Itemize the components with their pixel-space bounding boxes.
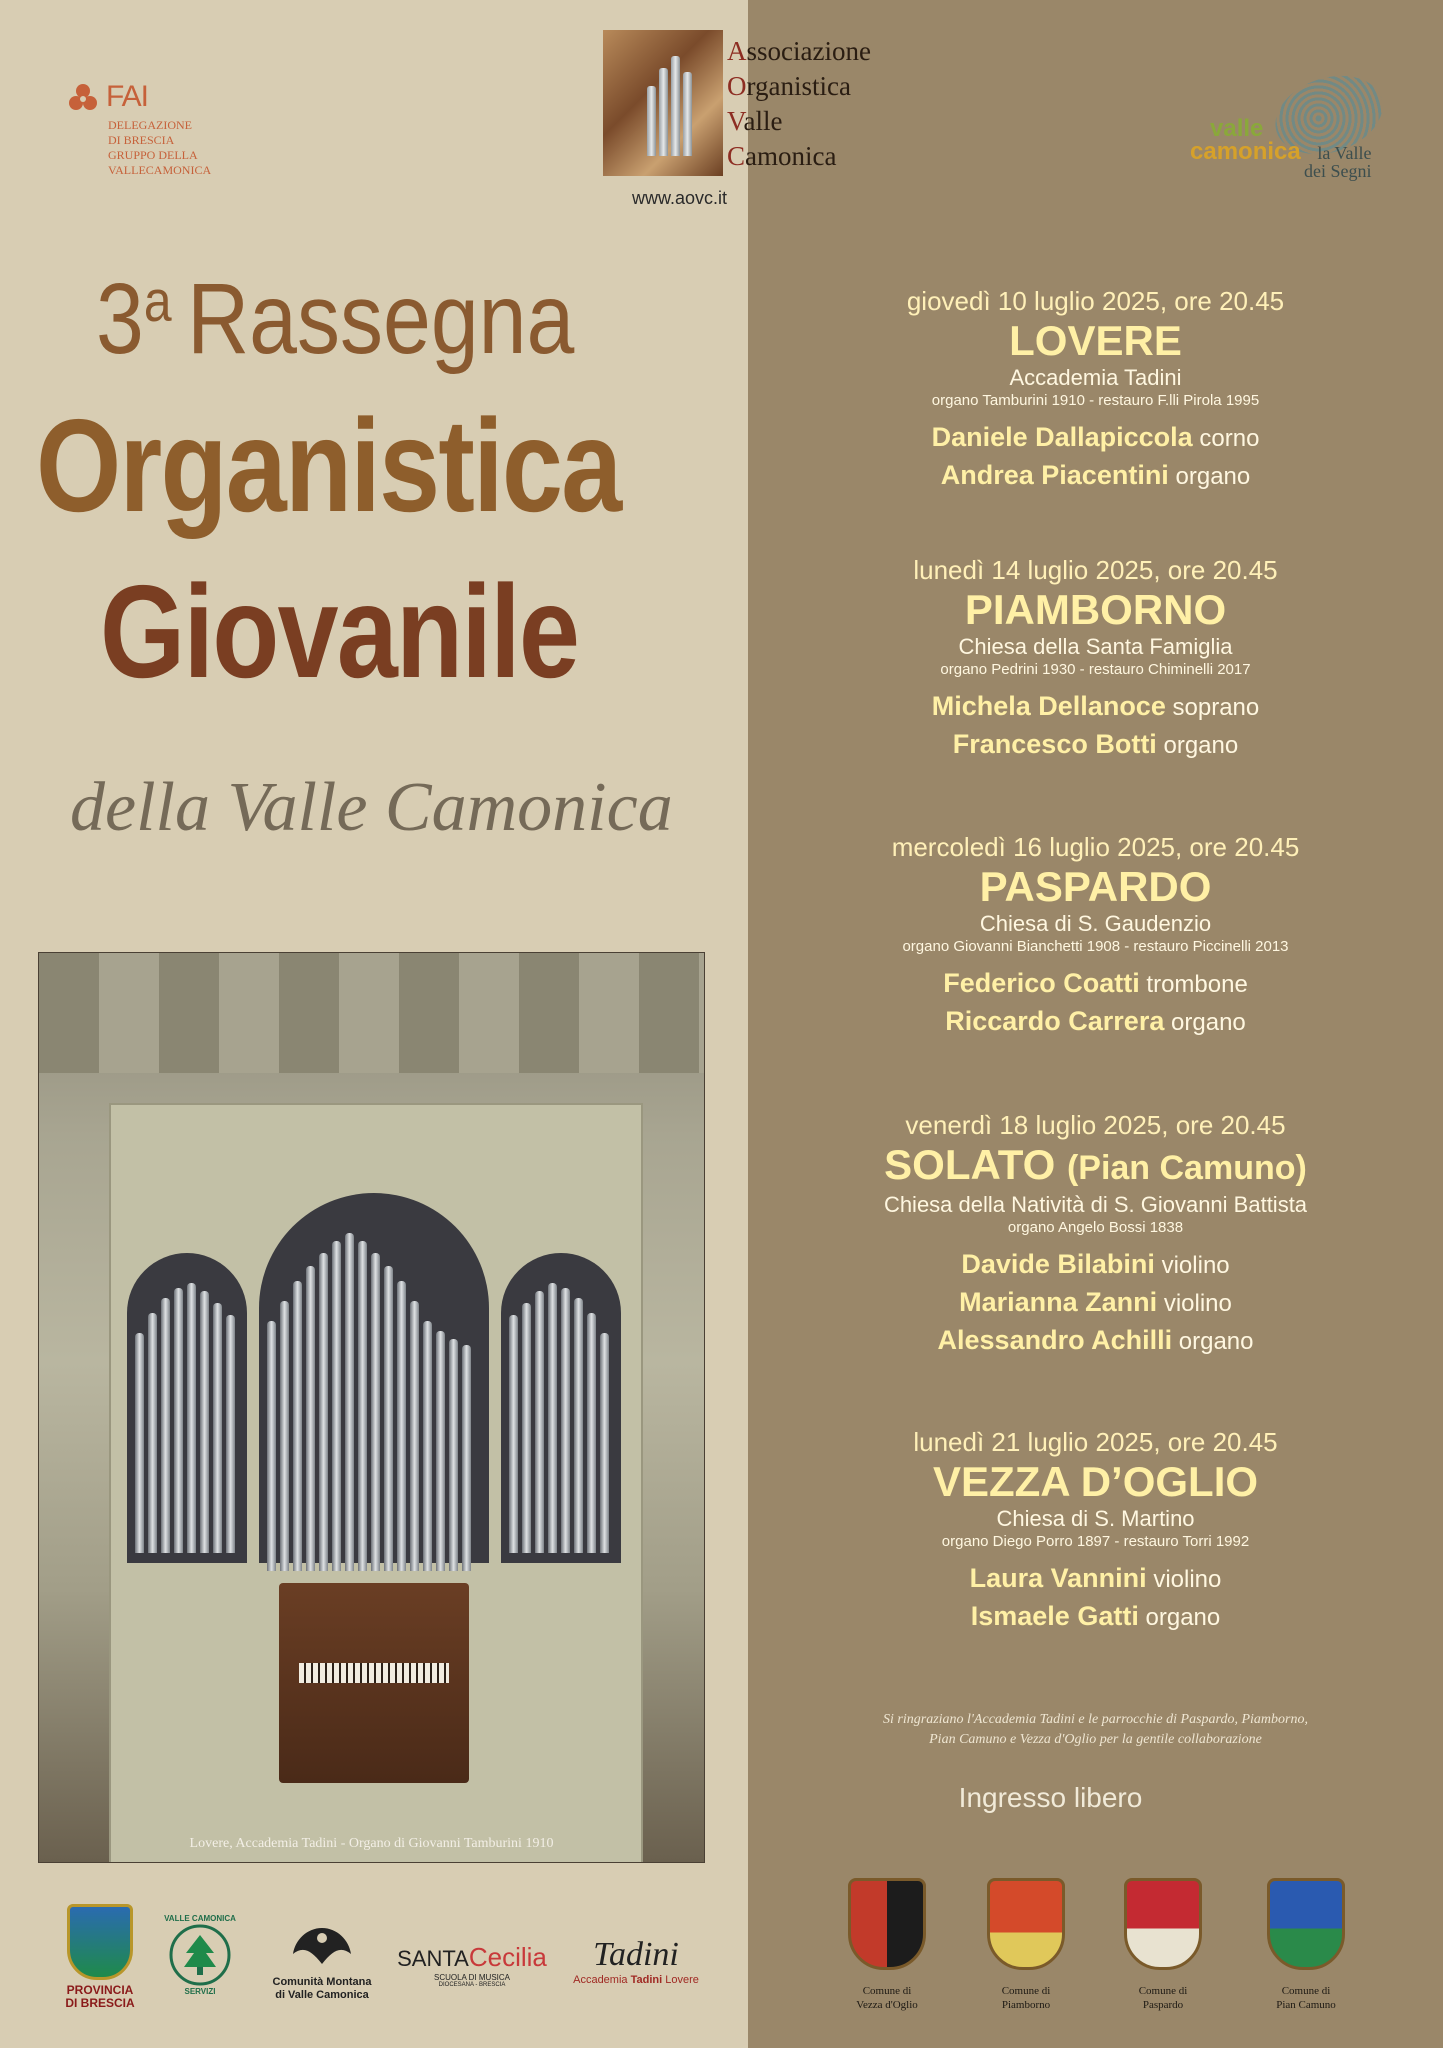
- edition-number: 3: [96, 263, 144, 375]
- thanks-line: Pian Camuno e Vezza d'Oglio per la gentile collaborazione: [929, 1732, 1262, 1747]
- event-venue: Chiesa della Santa Famiglia: [958, 634, 1233, 659]
- event-place: PASPARDO: [979, 863, 1212, 910]
- event-performers: [748, 688, 1443, 764]
- event-place: PIAMBORNO: [964, 586, 1227, 633]
- performer-role: trombone: [1146, 971, 1248, 998]
- event-date: venerdì 18 luglio 2025, ore 20.45: [905, 1110, 1286, 1140]
- aovc-cap: O: [727, 71, 747, 101]
- performer-role: organo: [1145, 1604, 1221, 1631]
- title-organistica: Organistica: [36, 392, 621, 539]
- event-3: [748, 832, 1443, 1041]
- title-giovanile: Giovanile: [100, 558, 579, 705]
- performer: [748, 1598, 1443, 1636]
- event-place: VEZZA D’OGLIO: [932, 1458, 1259, 1505]
- comune-label-line: Paspardo: [1142, 1999, 1184, 2011]
- performer: [748, 1284, 1443, 1322]
- edition-superscript: a: [143, 269, 172, 334]
- vc-tagline-line: dei Segni: [1304, 161, 1372, 181]
- performer-name: Andrea Piacentini: [940, 460, 1169, 490]
- comune-label: [1108, 1984, 1218, 2012]
- performer: [748, 1322, 1443, 1360]
- performer: [748, 726, 1443, 764]
- santa-cecilia-sub1: SCUOLA DI MUSICA: [433, 1973, 510, 1982]
- santa-cecilia-name: [392, 1942, 552, 1973]
- aovc-url[interactable]: www.aovc.it: [632, 188, 728, 208]
- crest-paspardo-icon: [1124, 1878, 1202, 1970]
- fai-subtitle-line: GRUPPO DELLA: [108, 148, 198, 162]
- aovc-line: [727, 34, 871, 69]
- title-rassegna: Rassegna: [187, 263, 575, 375]
- thanks-note: [748, 1710, 1443, 1750]
- aovc-cap: V: [727, 106, 744, 136]
- event-venue: Chiesa di S. Martino: [996, 1506, 1195, 1531]
- photo-ceiling: [39, 953, 704, 1073]
- vc-servizi-bottom: SERVIZI: [184, 1987, 216, 1996]
- provincia-line: PROVINCIA: [66, 1983, 134, 1997]
- aovc-line: [727, 104, 871, 139]
- event-place: LOVERE: [1009, 317, 1182, 364]
- event-organ: organo Pedrini 1930 - restauro Chiminelli 2017: [940, 661, 1251, 678]
- tadini-logo: [566, 1936, 706, 1986]
- event-4: [748, 1110, 1443, 1360]
- comune-label-line: Comune di: [862, 1985, 912, 1997]
- event-organ: organo Angelo Bossi 1838: [1007, 1219, 1184, 1236]
- aovc-line: [727, 69, 871, 104]
- comune-label-line: Comune di: [1001, 1985, 1051, 1997]
- event-venue: Accademia Tadini: [1009, 365, 1182, 390]
- comune-piamborno: [971, 1878, 1081, 2012]
- performer: [748, 1246, 1443, 1284]
- painting-pipe: [659, 68, 668, 156]
- provincia-text: [60, 1984, 140, 2010]
- event-performers: [748, 1246, 1443, 1360]
- vc-camonica-word: camonica: [1190, 138, 1301, 165]
- aovc-cap: A: [727, 36, 747, 66]
- event-performers: [748, 1560, 1443, 1636]
- crest-pian-camuno-icon: [1267, 1878, 1345, 1970]
- performer: [748, 457, 1443, 495]
- vc-servizi-top: VALLE CAMONICA: [164, 1914, 236, 1923]
- comunita-line: Comunità Montana: [272, 1976, 372, 1988]
- performer-name: Michela Dellanoce: [931, 691, 1166, 721]
- event-organ: organo Tamburini 1910 - restauro F.lli Pirola 1995: [931, 392, 1260, 409]
- event-organ: organo Diego Porro 1897 - restauro Torri 1992: [941, 1533, 1250, 1550]
- performer-name: Laura Vannini: [969, 1563, 1147, 1593]
- tadini-script: Tadini: [593, 1936, 679, 1973]
- performer-role: corno: [1199, 425, 1260, 452]
- performer-role: organo: [1175, 463, 1251, 490]
- event-date: giovedì 10 luglio 2025, ore 20.45: [906, 286, 1285, 316]
- performer-role: violino: [1161, 1252, 1230, 1279]
- crest-piamborno-icon: [987, 1878, 1065, 1970]
- event-1: [748, 286, 1443, 495]
- tadini-sub-a: Accademia: [573, 1974, 631, 1986]
- event-date: lunedì 14 luglio 2025, ore 20.45: [913, 555, 1278, 585]
- performer-name: Riccardo Carrera: [945, 1006, 1165, 1036]
- organ-console: [279, 1583, 469, 1783]
- performer: [748, 1003, 1443, 1041]
- vc-tagline: [1304, 144, 1372, 180]
- performer-name: Davide Bilabini: [961, 1249, 1155, 1279]
- vc-servizi-logo: [155, 1914, 245, 1996]
- comunita-montana-logo: [272, 1920, 372, 2002]
- event-performers: [748, 419, 1443, 495]
- valle-camonica-logo: [1188, 78, 1388, 188]
- event-venue: Chiesa di S. Gaudenzio: [979, 911, 1212, 936]
- performer-name: Marianna Zanni: [959, 1287, 1158, 1317]
- ingresso-libero: Ingresso libero: [958, 1782, 1143, 1813]
- organ-pipes-left: [135, 1283, 239, 1573]
- performer-name: Francesco Botti: [952, 729, 1157, 759]
- comune-label-line: Comune di: [1281, 1985, 1331, 1997]
- tadini-sub-b: Tadini: [630, 1974, 663, 1986]
- fai-name: FAI: [106, 80, 149, 113]
- comune-label-line: Comune di: [1138, 1985, 1188, 1997]
- aovc-rest: alle: [743, 106, 783, 136]
- title-valle-camonica: della Valle Camonica: [70, 769, 673, 846]
- performer-name: Federico Coatti: [943, 968, 1140, 998]
- comune-label-line: Pian Camuno: [1276, 1999, 1336, 2011]
- photo-caption: Lovere, Accademia Tadini - Organo di Giovanni Tamburini 1910: [189, 1836, 554, 1851]
- provincia-crest-icon: [67, 1904, 133, 1980]
- performer-role: soprano: [1172, 694, 1260, 721]
- fai-subtitle: [108, 118, 308, 178]
- performer: [748, 965, 1443, 1003]
- comune-label: [1251, 1984, 1361, 2012]
- aovc-rest: ssociazione: [746, 36, 871, 66]
- performer-role: organo: [1163, 732, 1239, 759]
- aovc-painting: [603, 30, 723, 176]
- comune-label: [832, 1984, 942, 2012]
- event-place: [748, 1141, 1443, 1192]
- tadini-sub-c: Lovere: [662, 1974, 699, 1986]
- event-organ: organo Giovanni Bianchetti 1908 - restauro Piccinelli 2013: [902, 938, 1289, 955]
- organ-pipes-right: [509, 1283, 613, 1573]
- event-performers: [748, 965, 1443, 1041]
- thanks-line: Si ringraziano l'Accademia Tadini e le parrocchie di Paspardo, Piamborno,: [883, 1712, 1308, 1727]
- painting-pipe: [647, 86, 656, 156]
- organ-photo: [38, 952, 705, 1863]
- aovc-name: [727, 34, 871, 174]
- comune-paspardo: [1108, 1878, 1218, 2012]
- title-edition: [96, 262, 574, 377]
- comune-vezza: [832, 1878, 942, 2012]
- performer-role: organo: [1178, 1328, 1254, 1355]
- performer-role: violino: [1163, 1290, 1232, 1317]
- aovc-line: [727, 139, 871, 174]
- cecilia-word: Cecilia: [468, 1942, 547, 1972]
- tree-icon: [168, 1923, 232, 1987]
- comune-label: [971, 1984, 1081, 2012]
- fai-subtitle-line: DELEGAZIONE: [108, 118, 192, 132]
- comune-label-line: Piamborno: [1001, 1999, 1051, 2011]
- fai-subtitle-line: DI BRESCIA: [108, 133, 175, 147]
- vc-valle-word: valle: [1210, 115, 1264, 142]
- crest-vezza-icon: [848, 1878, 926, 1970]
- santa-word: SANTA: [397, 1946, 469, 1971]
- painting-pipe: [683, 72, 692, 156]
- santa-cecilia-sub2: DIOCESANA - BRESCIA: [438, 1982, 506, 1988]
- provincia-line: DI BRESCIA: [65, 1996, 135, 2010]
- aovc-rest: amonica: [745, 141, 837, 171]
- performer-name: Alessandro Achilli: [937, 1325, 1173, 1355]
- event-2: [748, 555, 1443, 764]
- performer-role: violino: [1153, 1566, 1222, 1593]
- vc-tagline-line: la Valle: [1317, 143, 1372, 163]
- performer-name: Daniele Dallapiccola: [931, 422, 1193, 452]
- event-place-extra: (Pian Camuno): [1066, 1149, 1307, 1187]
- eagle-icon: [287, 1920, 357, 1976]
- comune-pian-camuno: [1251, 1878, 1361, 2012]
- event-date: lunedì 21 luglio 2025, ore 20.45: [913, 1427, 1278, 1457]
- painting-pipe: [671, 56, 680, 156]
- provincia-brescia-logo: [60, 1904, 140, 2010]
- performer: [748, 688, 1443, 726]
- organ-pipes-center: [267, 1233, 475, 1573]
- event-place-name: SOLATO: [884, 1141, 1056, 1188]
- performer: [748, 419, 1443, 457]
- santa-cecilia-logo: [392, 1942, 552, 1988]
- aovc-rest: rganistica: [746, 71, 851, 101]
- event-venue: Chiesa della Natività di S. Giovanni Battista: [883, 1192, 1308, 1217]
- event-date: mercoledì 16 luglio 2025, ore 20.45: [891, 832, 1300, 862]
- event-5: [748, 1427, 1443, 1636]
- comunita-line: di Valle Camonica: [275, 1989, 369, 2001]
- aovc-cap: C: [727, 141, 746, 171]
- tadini-subtitle: [566, 1974, 706, 1986]
- performer-name: Ismaele Gatti: [970, 1601, 1139, 1631]
- fai-subtitle-line: VALLECAMONICA: [108, 163, 212, 177]
- comunita-text: [272, 1976, 372, 2002]
- performer-role: organo: [1171, 1009, 1246, 1036]
- fai-mark-icon: [68, 82, 98, 112]
- performer: [748, 1560, 1443, 1598]
- organ-keyboard: [299, 1663, 449, 1683]
- comune-label-line: Vezza d'Oglio: [856, 1999, 918, 2011]
